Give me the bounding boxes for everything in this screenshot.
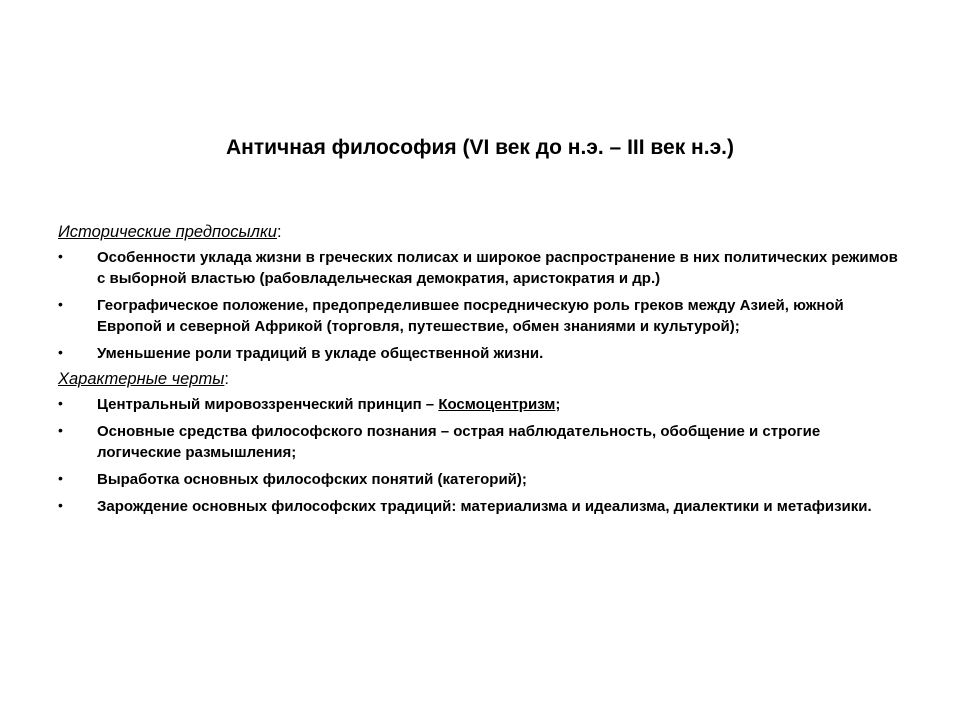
bullet-list-features: [58, 394, 908, 517]
bullet-icon: •: [58, 422, 63, 438]
cosmocentrism-term: Космоцентризм: [438, 396, 556, 413]
list-item-suffix: ;: [555, 396, 561, 413]
section-heading-text: Исторические предпосылки: [58, 223, 277, 241]
list-item-text: Выработка основных философских понятий (категорий);: [97, 471, 527, 488]
bullet-icon: •: [58, 344, 63, 360]
list-item: [58, 421, 908, 463]
bullet-list-prerequisites: [58, 247, 908, 364]
list-item-text: Уменьшение роли традиций в укладе общественной жизни.: [97, 345, 544, 362]
list-item-text: Особенности уклада жизни в греческих полисах и широкое распространение в них политических режимов с выборной властью (рабовладельческая демократия, аристократия и др.): [97, 249, 898, 287]
bullet-icon: •: [58, 395, 63, 411]
list-item-text: Основные средства философского познания – острая наблюдательность, обобщение и строгие логические размышления;: [97, 423, 821, 461]
section-heading-prerequisites: [58, 220, 908, 244]
slide-title: Античная философия (VI век до н.э. – III век н.э.): [225, 136, 735, 159]
list-item: [58, 295, 908, 337]
list-item: [58, 394, 908, 415]
list-item: [58, 496, 908, 517]
slide-content: [58, 220, 908, 523]
list-item-text: Зарождение основных философских традиций: материализма и идеализма, диалектики и метафизики.: [97, 498, 872, 515]
bullet-icon: •: [58, 248, 63, 264]
section-heading-features: [58, 367, 908, 391]
list-item-text: Географическое положение, предопределившее посредническую роль греков между Азией, южной Европой и северной Африкой (торговля, путешествие, обмен знаниями и культурой);: [97, 297, 844, 335]
bullet-icon: •: [58, 470, 63, 486]
bullet-icon: •: [58, 296, 63, 312]
bullet-icon: •: [58, 497, 63, 513]
list-item-prefix: Центральный мировоззренческий принцип –: [97, 396, 439, 413]
list-item: [58, 469, 908, 490]
section-heading-colon: :: [224, 370, 229, 388]
list-item: [58, 343, 908, 364]
list-item: [58, 247, 908, 289]
section-heading-text: Характерные черты: [58, 370, 225, 388]
section-heading-colon: :: [276, 223, 282, 241]
